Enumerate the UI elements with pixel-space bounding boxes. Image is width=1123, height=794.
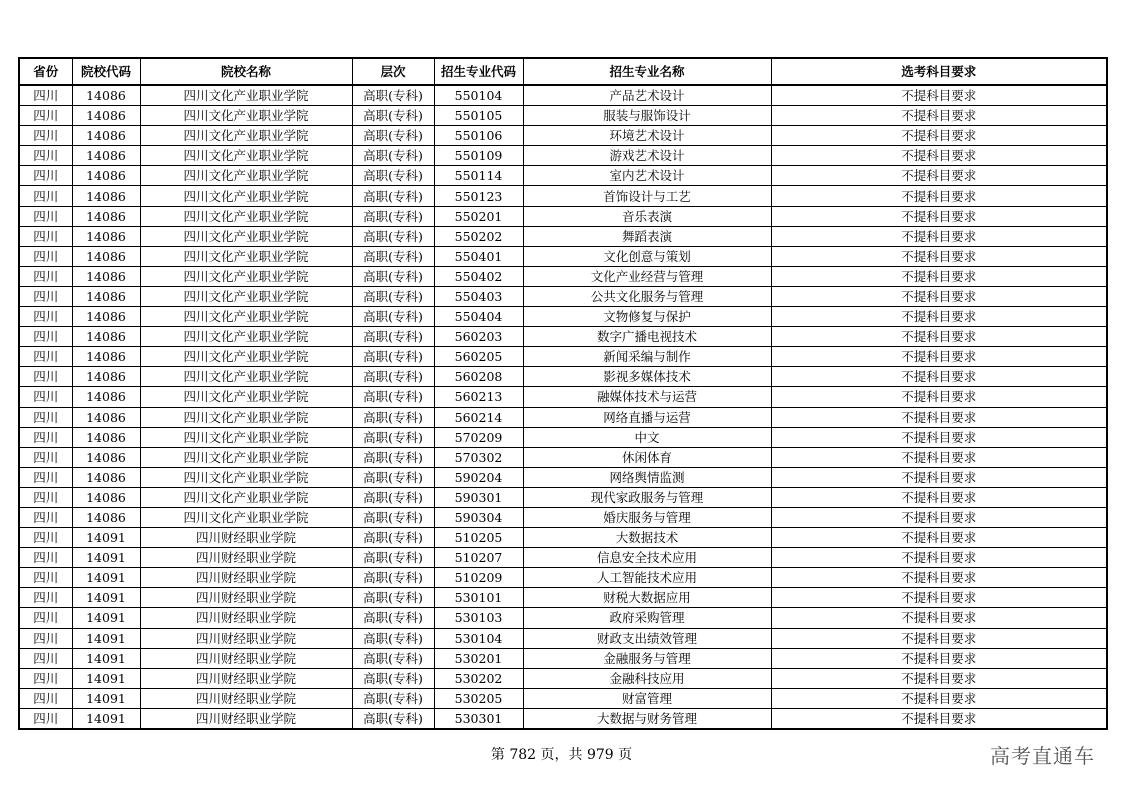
major-code-cell: 530202 <box>434 668 523 688</box>
major-name-cell: 舞蹈表演 <box>523 226 771 246</box>
subject-requirement-cell: 不提科目要求 <box>771 427 1107 447</box>
school-name-cell: 四川文化产业职业学院 <box>140 467 352 487</box>
level-cell: 高职(专科) <box>352 467 434 487</box>
school-name-cell: 四川财经职业学院 <box>140 708 352 729</box>
table-row <box>19 467 1107 487</box>
major-name-cell: 文物修复与保护 <box>523 307 771 327</box>
major-code-cell: 550401 <box>434 246 523 266</box>
province-cell: 四川 <box>19 467 72 487</box>
province-cell: 四川 <box>19 427 72 447</box>
school-name-cell: 四川文化产业职业学院 <box>140 146 352 166</box>
subject-requirement-cell: 不提科目要求 <box>771 307 1107 327</box>
major-name-cell: 现代家政服务与管理 <box>523 487 771 507</box>
subject-requirement-cell: 不提科目要求 <box>771 85 1107 106</box>
school-name-cell: 四川文化产业职业学院 <box>140 327 352 347</box>
subject-requirement-cell: 不提科目要求 <box>771 407 1107 427</box>
level-cell: 高职(专科) <box>352 126 434 146</box>
major-name-cell: 环境艺术设计 <box>523 126 771 146</box>
subject-requirement-cell: 不提科目要求 <box>771 246 1107 266</box>
province-cell: 四川 <box>19 327 72 347</box>
major-code-cell: 530101 <box>434 588 523 608</box>
school-code-cell: 14091 <box>72 568 140 588</box>
subject-requirement-cell: 不提科目要求 <box>771 688 1107 708</box>
province-cell: 四川 <box>19 507 72 527</box>
major-name-cell: 人工智能技术应用 <box>523 568 771 588</box>
province-cell: 四川 <box>19 166 72 186</box>
level-cell: 高职(专科) <box>352 246 434 266</box>
major-name-cell: 新闻采编与制作 <box>523 347 771 367</box>
table-row <box>19 226 1107 246</box>
level-cell: 高职(专科) <box>352 668 434 688</box>
subject-requirement-cell: 不提科目要求 <box>771 668 1107 688</box>
province-cell: 四川 <box>19 387 72 407</box>
major-code-cell: 570209 <box>434 427 523 447</box>
school-name-cell: 四川文化产业职业学院 <box>140 186 352 206</box>
subject-requirement-cell: 不提科目要求 <box>771 106 1107 126</box>
school-name-cell: 四川文化产业职业学院 <box>140 507 352 527</box>
school-name-cell: 四川文化产业职业学院 <box>140 106 352 126</box>
major-code-cell: 560208 <box>434 367 523 387</box>
level-cell: 高职(专科) <box>352 568 434 588</box>
major-name-cell: 首饰设计与工艺 <box>523 186 771 206</box>
table-row <box>19 106 1107 126</box>
major-code-cell: 550109 <box>434 146 523 166</box>
province-cell: 四川 <box>19 266 72 286</box>
major-name-cell: 音乐表演 <box>523 206 771 226</box>
school-name-cell: 四川财经职业学院 <box>140 648 352 668</box>
level-cell: 高职(专科) <box>352 708 434 729</box>
major-name-cell: 金融服务与管理 <box>523 648 771 668</box>
major-name-cell: 服装与服饰设计 <box>523 106 771 126</box>
school-code-cell: 14086 <box>72 186 140 206</box>
table-row <box>19 286 1107 306</box>
major-code-cell: 530205 <box>434 688 523 708</box>
school-code-cell: 14086 <box>72 327 140 347</box>
level-cell: 高职(专科) <box>352 146 434 166</box>
province-cell: 四川 <box>19 668 72 688</box>
subject-requirement-cell: 不提科目要求 <box>771 507 1107 527</box>
major-name-cell: 中文 <box>523 427 771 447</box>
major-name-cell: 政府采购管理 <box>523 608 771 628</box>
table-row <box>19 367 1107 387</box>
school-name-cell: 四川财经职业学院 <box>140 548 352 568</box>
school-code-cell: 14086 <box>72 487 140 507</box>
level-cell: 高职(专科) <box>352 387 434 407</box>
subject-requirement-cell: 不提科目要求 <box>771 628 1107 648</box>
major-name-cell: 文化创意与策划 <box>523 246 771 266</box>
table-row <box>19 528 1107 548</box>
school-code-cell: 14086 <box>72 126 140 146</box>
province-cell: 四川 <box>19 487 72 507</box>
school-code-cell: 14086 <box>72 246 140 266</box>
school-code-cell: 14091 <box>72 708 140 729</box>
school-code-cell: 14091 <box>72 608 140 628</box>
table-row <box>19 85 1107 106</box>
level-cell: 高职(专科) <box>352 628 434 648</box>
table-header-row <box>19 58 1107 85</box>
province-cell: 四川 <box>19 447 72 467</box>
major-code-cell: 550402 <box>434 266 523 286</box>
major-code-cell: 560214 <box>434 407 523 427</box>
province-cell: 四川 <box>19 307 72 327</box>
school-code-cell: 14086 <box>72 286 140 306</box>
school-name-cell: 四川文化产业职业学院 <box>140 266 352 286</box>
level-cell: 高职(专科) <box>352 266 434 286</box>
province-cell: 四川 <box>19 528 72 548</box>
major-name-cell: 金融科技应用 <box>523 668 771 688</box>
major-code-cell: 530104 <box>434 628 523 648</box>
header-major-name: 招生专业名称 <box>523 58 771 85</box>
school-name-cell: 四川文化产业职业学院 <box>140 367 352 387</box>
major-code-cell: 550403 <box>434 286 523 306</box>
school-code-cell: 14086 <box>72 467 140 487</box>
province-cell: 四川 <box>19 206 72 226</box>
level-cell: 高职(专科) <box>352 487 434 507</box>
school-name-cell: 四川财经职业学院 <box>140 528 352 548</box>
school-code-cell: 14091 <box>72 668 140 688</box>
school-name-cell: 四川财经职业学院 <box>140 688 352 708</box>
school-name-cell: 四川财经职业学院 <box>140 588 352 608</box>
level-cell: 高职(专科) <box>352 648 434 668</box>
table-row <box>19 407 1107 427</box>
header-level: 层次 <box>352 58 434 85</box>
school-code-cell: 14086 <box>72 507 140 527</box>
subject-requirement-cell: 不提科目要求 <box>771 588 1107 608</box>
major-code-cell: 550114 <box>434 166 523 186</box>
table-row <box>19 307 1107 327</box>
major-code-cell: 550202 <box>434 226 523 246</box>
province-cell: 四川 <box>19 286 72 306</box>
table-row <box>19 126 1107 146</box>
major-code-cell: 550201 <box>434 206 523 226</box>
province-cell: 四川 <box>19 126 72 146</box>
school-code-cell: 14086 <box>72 347 140 367</box>
province-cell: 四川 <box>19 407 72 427</box>
table-row <box>19 327 1107 347</box>
major-code-cell: 590204 <box>434 467 523 487</box>
level-cell: 高职(专科) <box>352 407 434 427</box>
major-code-cell: 550104 <box>434 85 523 106</box>
table-row <box>19 347 1107 367</box>
table-row <box>19 688 1107 708</box>
school-name-cell: 四川文化产业职业学院 <box>140 85 352 106</box>
level-cell: 高职(专科) <box>352 447 434 467</box>
table-row <box>19 648 1107 668</box>
major-name-cell: 游戏艺术设计 <box>523 146 771 166</box>
level-cell: 高职(专科) <box>352 367 434 387</box>
table-row <box>19 266 1107 286</box>
subject-requirement-cell: 不提科目要求 <box>771 548 1107 568</box>
level-cell: 高职(专科) <box>352 528 434 548</box>
table-row <box>19 166 1107 186</box>
school-code-cell: 14086 <box>72 266 140 286</box>
school-code-cell: 14086 <box>72 206 140 226</box>
table-body <box>19 85 1107 729</box>
province-cell: 四川 <box>19 628 72 648</box>
school-code-cell: 14086 <box>72 387 140 407</box>
header-province: 省份 <box>19 58 72 85</box>
header-school-code: 院校代码 <box>72 58 140 85</box>
school-code-cell: 14091 <box>72 588 140 608</box>
school-code-cell: 14091 <box>72 648 140 668</box>
subject-requirement-cell: 不提科目要求 <box>771 146 1107 166</box>
subject-requirement-cell: 不提科目要求 <box>771 367 1107 387</box>
major-name-cell: 财政支出绩效管理 <box>523 628 771 648</box>
major-name-cell: 大数据技术 <box>523 528 771 548</box>
major-code-cell: 510209 <box>434 568 523 588</box>
school-code-cell: 14086 <box>72 427 140 447</box>
school-code-cell: 14086 <box>72 447 140 467</box>
header-subject-requirement: 选考科目要求 <box>771 58 1107 85</box>
school-code-cell: 14086 <box>72 307 140 327</box>
table-row <box>19 487 1107 507</box>
school-code-cell: 14086 <box>72 166 140 186</box>
page-number: 第 782 页，共 979 页 <box>490 747 633 763</box>
province-cell: 四川 <box>19 246 72 266</box>
school-name-cell: 四川文化产业职业学院 <box>140 166 352 186</box>
major-code-cell: 560213 <box>434 387 523 407</box>
province-cell: 四川 <box>19 85 72 106</box>
subject-requirement-cell: 不提科目要求 <box>771 568 1107 588</box>
province-cell: 四川 <box>19 548 72 568</box>
table-row <box>19 427 1107 447</box>
major-code-cell: 590301 <box>434 487 523 507</box>
level-cell: 高职(专科) <box>352 226 434 246</box>
table-row <box>19 186 1107 206</box>
table-row <box>19 507 1107 527</box>
table-row <box>19 447 1107 467</box>
school-code-cell: 14086 <box>72 407 140 427</box>
admission-table <box>18 57 1108 730</box>
table-row <box>19 588 1107 608</box>
level-cell: 高职(专科) <box>352 688 434 708</box>
major-code-cell: 510207 <box>434 548 523 568</box>
major-name-cell: 影视多媒体技术 <box>523 367 771 387</box>
school-name-cell: 四川文化产业职业学院 <box>140 407 352 427</box>
major-code-cell: 510205 <box>434 528 523 548</box>
header-major-code: 招生专业代码 <box>434 58 523 85</box>
school-name-cell: 四川文化产业职业学院 <box>140 347 352 367</box>
school-name-cell: 四川文化产业职业学院 <box>140 126 352 146</box>
province-cell: 四川 <box>19 708 72 729</box>
province-cell: 四川 <box>19 588 72 608</box>
major-name-cell: 大数据与财务管理 <box>523 708 771 729</box>
level-cell: 高职(专科) <box>352 327 434 347</box>
table-row <box>19 608 1107 628</box>
level-cell: 高职(专科) <box>352 206 434 226</box>
subject-requirement-cell: 不提科目要求 <box>771 487 1107 507</box>
major-name-cell: 财富管理 <box>523 688 771 708</box>
school-name-cell: 四川文化产业职业学院 <box>140 307 352 327</box>
school-name-cell: 四川财经职业学院 <box>140 568 352 588</box>
school-code-cell: 14091 <box>72 628 140 648</box>
major-name-cell: 休闲体育 <box>523 447 771 467</box>
level-cell: 高职(专科) <box>352 286 434 306</box>
subject-requirement-cell: 不提科目要求 <box>771 528 1107 548</box>
school-name-cell: 四川文化产业职业学院 <box>140 387 352 407</box>
table-row <box>19 206 1107 226</box>
level-cell: 高职(专科) <box>352 166 434 186</box>
table-row <box>19 246 1107 266</box>
subject-requirement-cell: 不提科目要求 <box>771 648 1107 668</box>
major-code-cell: 560203 <box>434 327 523 347</box>
major-code-cell: 560205 <box>434 347 523 367</box>
table-row <box>19 146 1107 166</box>
school-name-cell: 四川文化产业职业学院 <box>140 246 352 266</box>
subject-requirement-cell: 不提科目要求 <box>771 347 1107 367</box>
major-name-cell: 信息安全技术应用 <box>523 548 771 568</box>
major-code-cell: 550106 <box>434 126 523 146</box>
major-name-cell: 融媒体技术与运营 <box>523 387 771 407</box>
table-row <box>19 387 1107 407</box>
school-name-cell: 四川财经职业学院 <box>140 608 352 628</box>
school-code-cell: 14091 <box>72 548 140 568</box>
province-cell: 四川 <box>19 226 72 246</box>
school-code-cell: 14091 <box>72 528 140 548</box>
province-cell: 四川 <box>19 186 72 206</box>
major-code-cell: 530201 <box>434 648 523 668</box>
school-name-cell: 四川文化产业职业学院 <box>140 226 352 246</box>
level-cell: 高职(专科) <box>352 347 434 367</box>
subject-requirement-cell: 不提科目要求 <box>771 708 1107 729</box>
level-cell: 高职(专科) <box>352 106 434 126</box>
school-code-cell: 14086 <box>72 106 140 126</box>
subject-requirement-cell: 不提科目要求 <box>771 186 1107 206</box>
subject-requirement-cell: 不提科目要求 <box>771 608 1107 628</box>
table-row <box>19 568 1107 588</box>
major-code-cell: 530301 <box>434 708 523 729</box>
table-row <box>19 628 1107 648</box>
subject-requirement-cell: 不提科目要求 <box>771 266 1107 286</box>
level-cell: 高职(专科) <box>352 307 434 327</box>
province-cell: 四川 <box>19 648 72 668</box>
school-code-cell: 14086 <box>72 226 140 246</box>
level-cell: 高职(专科) <box>352 507 434 527</box>
header-school-name: 院校名称 <box>140 58 352 85</box>
major-name-cell: 婚庆服务与管理 <box>523 507 771 527</box>
subject-requirement-cell: 不提科目要求 <box>771 467 1107 487</box>
province-cell: 四川 <box>19 688 72 708</box>
subject-requirement-cell: 不提科目要求 <box>771 206 1107 226</box>
subject-requirement-cell: 不提科目要求 <box>771 166 1107 186</box>
school-name-cell: 四川文化产业职业学院 <box>140 206 352 226</box>
school-code-cell: 14086 <box>72 367 140 387</box>
subject-requirement-cell: 不提科目要求 <box>771 327 1107 347</box>
level-cell: 高职(专科) <box>352 427 434 447</box>
school-name-cell: 四川文化产业职业学院 <box>140 427 352 447</box>
school-name-cell: 四川文化产业职业学院 <box>140 487 352 507</box>
major-name-cell: 文化产业经营与管理 <box>523 266 771 286</box>
school-name-cell: 四川财经职业学院 <box>140 628 352 648</box>
table-row <box>19 668 1107 688</box>
major-name-cell: 产品艺术设计 <box>523 85 771 106</box>
major-name-cell: 财税大数据应用 <box>523 588 771 608</box>
school-name-cell: 四川文化产业职业学院 <box>140 447 352 467</box>
level-cell: 高职(专科) <box>352 588 434 608</box>
subject-requirement-cell: 不提科目要求 <box>771 286 1107 306</box>
subject-requirement-cell: 不提科目要求 <box>771 447 1107 467</box>
major-name-cell: 室内艺术设计 <box>523 166 771 186</box>
watermark: 高考直通车 <box>990 744 1095 768</box>
province-cell: 四川 <box>19 367 72 387</box>
subject-requirement-cell: 不提科目要求 <box>771 126 1107 146</box>
school-code-cell: 14086 <box>72 85 140 106</box>
major-code-cell: 550105 <box>434 106 523 126</box>
major-code-cell: 570302 <box>434 447 523 467</box>
major-name-cell: 数字广播电视技术 <box>523 327 771 347</box>
level-cell: 高职(专科) <box>352 85 434 106</box>
major-code-cell: 530103 <box>434 608 523 628</box>
level-cell: 高职(专科) <box>352 608 434 628</box>
school-name-cell: 四川财经职业学院 <box>140 668 352 688</box>
major-name-cell: 网络舆情监测 <box>523 467 771 487</box>
table-row <box>19 708 1107 729</box>
major-name-cell: 网络直播与运营 <box>523 407 771 427</box>
level-cell: 高职(专科) <box>352 548 434 568</box>
major-code-cell: 550404 <box>434 307 523 327</box>
table-row <box>19 548 1107 568</box>
subject-requirement-cell: 不提科目要求 <box>771 226 1107 246</box>
province-cell: 四川 <box>19 347 72 367</box>
major-code-cell: 550123 <box>434 186 523 206</box>
school-code-cell: 14086 <box>72 146 140 166</box>
school-name-cell: 四川文化产业职业学院 <box>140 286 352 306</box>
level-cell: 高职(专科) <box>352 186 434 206</box>
province-cell: 四川 <box>19 106 72 126</box>
major-code-cell: 590304 <box>434 507 523 527</box>
province-cell: 四川 <box>19 568 72 588</box>
province-cell: 四川 <box>19 146 72 166</box>
major-name-cell: 公共文化服务与管理 <box>523 286 771 306</box>
subject-requirement-cell: 不提科目要求 <box>771 387 1107 407</box>
province-cell: 四川 <box>19 608 72 628</box>
school-code-cell: 14091 <box>72 688 140 708</box>
